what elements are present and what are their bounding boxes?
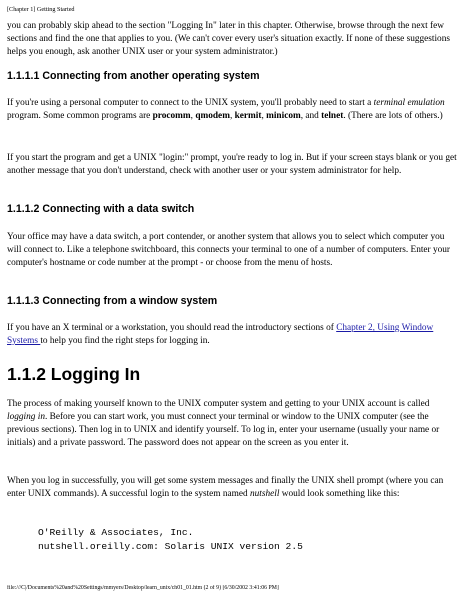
code-line-2: nutshell.oreilly.com: Solaris UNIX version 2.5 [38, 541, 303, 552]
emphasis-nutshell: nutshell [249, 489, 280, 499]
paragraph-window-system: If you have an X terminal or a workstation, you should read the introductory sections of Chapter 2, Using Window Systems to help you find the right steps for logging in. [7, 323, 434, 346]
section-heading-logging-in: 1.1.2 Logging In [7, 364, 141, 384]
emphasis-logging-in: logging in [7, 412, 45, 422]
page-footer: file:///C|/Documents%20and%20Settings/mmyers/Desktop/learn_unix/ch01_01.htm (2 of 9) [6/30/2002 3:41:06 PM] [7, 585, 279, 591]
paragraph-data-switch: Your office may have a data switch, a port contender, or another system that allows you to select which computer you will connect to. Like a telephone switchboard, this connects your terminal to one of a number of computers. Enter your computer's hostname or code number at the prompt - or choose from the menu of hosts. [7, 232, 451, 268]
section-heading-other-os: 1.1.1.1 Connecting from another operating system [7, 70, 260, 82]
code-line-1: O'Reilly & Associates, Inc. [38, 527, 194, 538]
paragraph-other-os-2: If you start the program and get a UNIX "login:" prompt, you're ready to log in. But if your screen stays blank or you get another message that you don't understand, check with another user or your system administrator for help. [7, 153, 457, 176]
section-heading-data-switch: 1.1.1.2 Connecting with a data switch [7, 203, 195, 215]
paragraph-logging-in-1: The process of making yourself known to the UNIX computer system and getting to your UNIX account is called logging in. Before you can start work, you must connect your terminal or window to the UNIX computer (see the previous sections). Then log in to UNIX and identify yourself. To log in, enter your username (usually your name or initials) and a private password. The password does not appear on the screen as you enter it. [7, 399, 440, 448]
program-qmodem: qmodem [195, 111, 230, 121]
program-kermit: kermit [234, 111, 262, 121]
page-header: [Chapter 1] Getting Started [7, 6, 75, 13]
section-heading-window-system: 1.1.1.3 Connecting from a window system [7, 295, 218, 307]
emphasis-terminal-emulation: terminal emulation [373, 98, 445, 108]
intro-paragraph: you can probably skip ahead to the section "Logging In" later in this chapter. Otherwise, browse through the next few sections and find the one that applies to you. (We can't cover every user's situation exactly. If none of these suggestions helps you enough, ask another UNIX user or your system administrator.) [7, 21, 450, 57]
chapter-2-link[interactable]: Chapter 2, Using Window Systems [7, 323, 434, 346]
program-minicom: minicom [266, 111, 301, 121]
program-telnet: telnet [321, 111, 344, 121]
paragraph-other-os-1: If you're using a personal computer to connect to the UNIX system, you'll probably need to start a terminal emulation program. Some common programs are procomm, qmodem, kermit, minicom, and telnet. (There are lots of others.) [7, 98, 445, 121]
program-procomm: procomm [152, 111, 191, 121]
paragraph-logging-in-2: When you log in successfully, you will get some system messages and finally the UNIX shell prompt (where you can enter UNIX commands). A successful login to the system named nutshell would look something like this: [7, 476, 444, 499]
